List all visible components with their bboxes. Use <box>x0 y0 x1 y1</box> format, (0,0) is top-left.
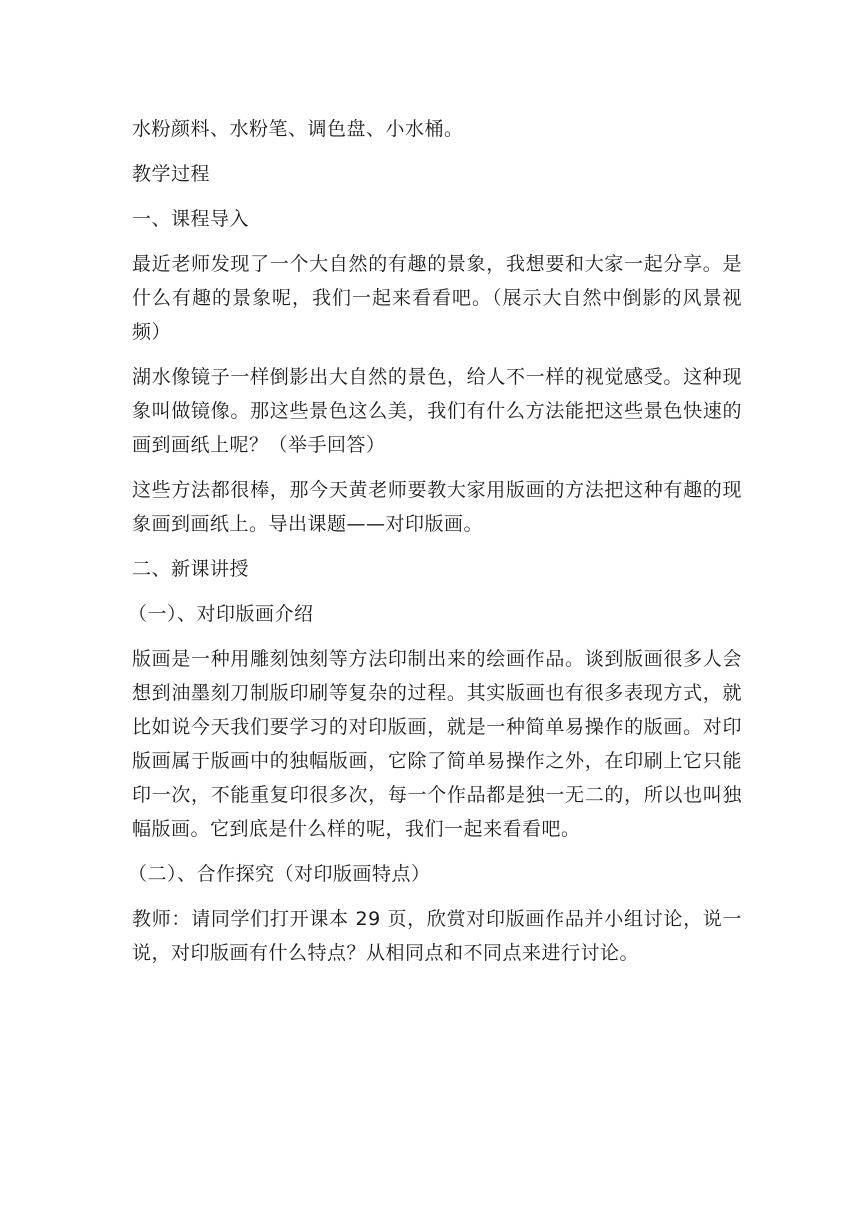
document-body <box>128 112 742 981</box>
printmaking-paragraph: 版画是一种用雕刻蚀刻等方法印制出来的绘画作品。谈到版画很多人会想到油墨刻刀制版印刷等复杂的过程。其实版画也有很多表现方式，就比如说今天我们要学习的对印版画，就是一种简单易操作的版画。对印版画属于版画中的独幅版画，它除了简单易操作之外，在印刷上它只能印一次，不能重复印很多次，每一个作品都是独一无二的，所以也叫独幅版画。它到底是什么样的呢，我们一起来看看吧。 <box>132 648 742 840</box>
topic-paragraph: 这些方法都很棒，那今天黄老师要教大家用版画的方法把这种有趣的现象画到画纸上。导出课题——对印版画。 <box>132 479 742 535</box>
subsection-heading-exploration: （二）、合作探究（对印版画特点） <box>128 863 431 885</box>
section-heading-teaching-process: 教学过程 <box>132 163 211 185</box>
mirror-paragraph: 湖水像镜子一样倒影出大自然的景色，给人不一样的视觉感受。这种现象叫做镜像。那这些景色这么美，我们有什么方法能把这些景色快速的画到画纸上呢？（举手回答） <box>132 366 742 456</box>
teacher-paragraph: 教师：请同学们打开课本 29 页，欣赏对印版画作品并小组讨论，说一说，对印版画有什么特点？从相同点和不同点来进行讨论。 <box>132 908 742 964</box>
section-heading-intro: 一、课程导入 <box>132 208 250 230</box>
subsection-heading-introduction: （一）、对印版画介绍 <box>128 603 314 625</box>
materials-line: 水粉颜料、水粉笔、调色盘、小水桶。 <box>132 118 464 140</box>
section-heading-new-lesson: 二、新课讲授 <box>132 558 250 580</box>
intro-paragraph: 最近老师发现了一个大自然的有趣的景象，我想要和大家一起分享。是什么有趣的景象呢，我们一起来看看吧。（展示大自然中倒影的风景视频） <box>132 253 742 343</box>
